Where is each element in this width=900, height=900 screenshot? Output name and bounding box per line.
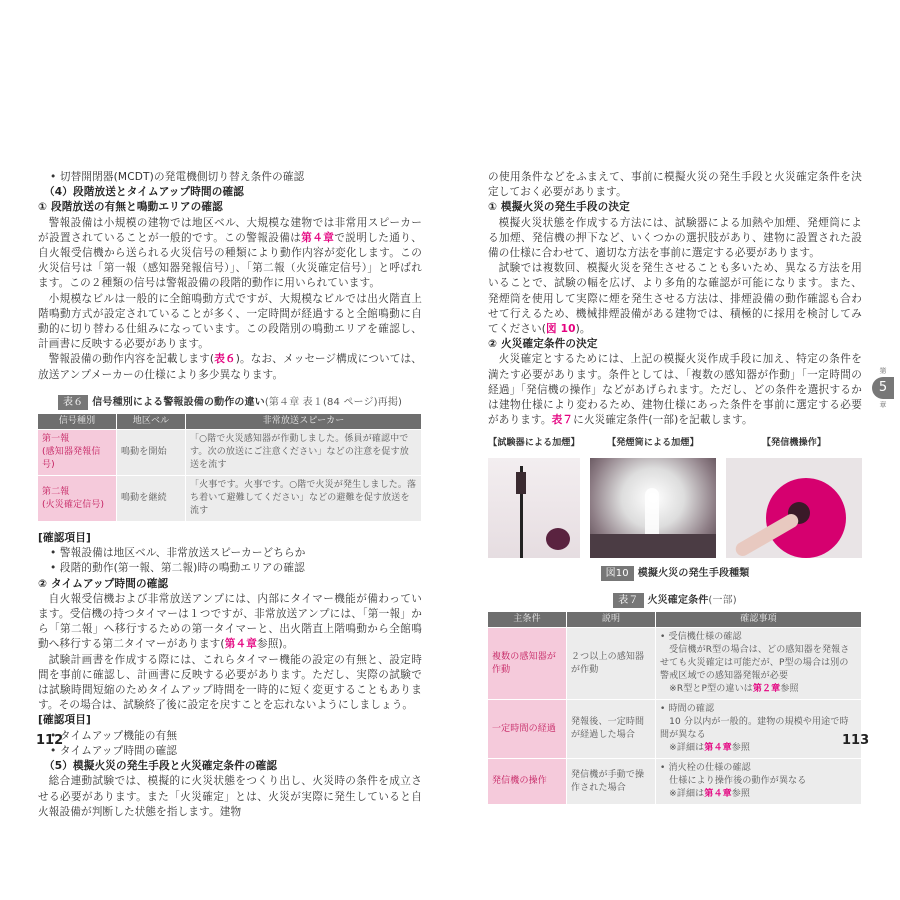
chapter-ref-link[interactable]: 第４章: [704, 743, 732, 754]
table-ref-link[interactable]: 表７: [551, 414, 574, 427]
figure10: [488, 436, 862, 557]
chapter-ref-link[interactable]: 第４章: [704, 789, 732, 800]
figure-panel: 【発煙筒による加煙】: [590, 436, 716, 557]
left-page: [38, 170, 422, 820]
subsection-heading: ① 段階放送の有無と鳴動エリアの確認: [38, 201, 223, 214]
section-heading: （4）段階放送とタイムアップ時間の確認: [44, 186, 244, 199]
table-row: 第二報 (火災確定信号) 鳴動を継続 「火事です。火事です。○階で火災が発生しました。落ち着いて避難してください」などの避難を促す放送を流す: [38, 476, 422, 522]
paragraph: 模擬火災状態を作成する方法には、試験器による加熱や加煙、発煙筒による加煙、発信機の押下など、いくつかの選択肢があり、建物に設置された設備の仕様に合わせて、適切な方法を事前に選定する必要があります。: [488, 216, 862, 260]
paragraph: 小規模なビルは一般的に全館鳴動方式ですが、大規模なビルでは出火階直上階鳴動方式が設定されていることが多く、一定時間が経過すると全館鳴動に自動的に切り替わる仕組みになっています。この段階別の鳴動エリアを確認し、計画書に反映する必要があります。: [38, 292, 422, 351]
figure-panel: 【発信機操作】: [726, 436, 862, 557]
paragraph: 総合連動試験では、模擬的に火災状態をつくり出し、火災時の条件を成立させる必要があります。また「火災確定」とは、火災が実際に発生していると自火報設備が判断した状態を指します。建物: [38, 775, 422, 818]
chapter-ref-link[interactable]: 第４章: [224, 638, 257, 651]
paragraph: 警報設備は小規模の建物では地区ベル、大規模な建物では非常用スピーカーが設置されていることが一般的です。この警報設備は第４章で説明した通り、自火報受信機から送られる火災信号の種類により動作内容が変化します。この火災信号は「第一報（感知器発報信号）」、「第二報（火災確定信号）」と呼ばれます。この２種類の信号は警報設備の段階的動作に用いられています。: [38, 216, 423, 290]
photo-alarm-button: [726, 458, 862, 558]
bullet-item: • 切替開閉器(MCDT)の発電機側切り替え条件の確認: [50, 171, 305, 183]
chapter-ref-link[interactable]: 第２章: [752, 684, 781, 695]
table-ref-link[interactable]: 表６: [214, 353, 236, 366]
table-row: 複数の感知器が作動 ２つ以上の感知器が作動 • 受信機仕様の確認 受信機がR型の場合は、どの感知器を発報させても火災確定は可能だが、P型の場合は別の警戒区域での感知器発報が必要 ※R型とP型の違いは第２章参照: [488, 628, 862, 700]
paragraph: 火災確定とするためには、上記の模擬火災作成手段に加え、特定の条件を満たす必要があります。条件としては、「複数の感知器が作動」「一定時間の経過」「発信機の操作」などがあげられます。ただし、どの条件を選択するかは建物仕様により変わるため、建物仕様にあった条件を事前に選定する必要があります。表７に火災確定条件(一部)を記載します。: [488, 353, 862, 427]
chapter-ref-link[interactable]: 第４章: [301, 231, 335, 244]
page-number: 112: [36, 733, 64, 748]
right-page: [488, 170, 862, 804]
figure-panel: 【試験器による加煙】: [488, 436, 580, 557]
table-row: 一定時間の経過 発報後、一定時間が経過した場合 • 時間の確認 10 分以内が一般的。建物の規模や用途で時間が異なる ※詳細は第４章参照: [488, 700, 862, 759]
subsection-heading: ② タイムアップ時間の確認: [38, 577, 169, 590]
paragraph: の使用条件などをふまえて、事前に模擬火災の発生手段と火災確定条件を決定しておく必要があります。: [488, 171, 862, 199]
page-number: 113: [842, 733, 870, 748]
subsection-heading: ① 模擬火災の発生手段の決定: [488, 201, 630, 214]
figure10-caption: 図10 模擬火災の発生手段種類: [488, 566, 862, 581]
photo-tester: [488, 458, 580, 558]
paragraph: 試験計画書を作成する際には、これらタイマー機能の設定の有無と、設定時間を事前に確認し、計画書に反映する必要があります。ただし、実際の試験では試験時間短縮のためタイムアップ時間を一時的に短く変更することもあります。その場合は、試験終了後に設定を戻すことを忘れないようにしましょう。: [38, 653, 422, 712]
photo-smoke: [590, 458, 716, 558]
table7-caption: 表７ 火災確定条件(一部): [488, 593, 862, 608]
section-heading: （5）模擬火災の発生手段と火災確定条件の確認: [44, 760, 278, 773]
table6-caption: 表６ 信号種別による警報設備の動作の違い(第４章 表１(84 ページ)再掲): [38, 395, 422, 410]
table-row: 発信機の操作 発信機が手動で操作された場合 • 消火栓の仕様の確認 仕様により操作後の動作が異なる ※詳細は第４章参照: [488, 759, 862, 805]
table-row: 第一報 (感知器発報信号) 鳴動を開始 「○階で火災感知器が作動しました。係員が確認中です。次の放送にご注意ください」などの注意を促す放送を流す: [38, 430, 422, 476]
table6: 信号種別 地区ベル 非常放送スピーカー 第一報 (感知器発報信号) 鳴動を開始 「○階で火災感知器が作動しました。係員が確認中です。次の放送にご注意ください」などの注意を促す放送を流す 第二報 (火災確定信号) 鳴動を継続 「火事です。火事です。○階で火災が発生しました。落ち着いて避難してください」などの避難を促す放送を流す: [38, 414, 422, 521]
check-heading: [確認項目]: [38, 532, 91, 545]
bullet-item: • タイムアップ機能の有無: [50, 729, 178, 742]
paragraph: 自火報受信機および非常放送アンプには、内部にタイマー機能が備わっています。受信機の持つタイマーは１つですが、非常放送アンプには、「第一報」から「第二報」へ移行するための第一タイマーと、出火階直上階鳴動から全館鳴動へ移行する第二タイマーがあります(第４章参照)。: [38, 592, 422, 651]
bullet-item: • 段階的動作(第一報、第二報)時の鳴動エリアの確認: [50, 562, 305, 575]
bullet-item: • タイムアップ時間の確認: [50, 744, 178, 757]
chapter-tab: 第 5 章: [872, 366, 894, 410]
table7: 主条件 説明 確認事項 複数の感知器が作動 ２つ以上の感知器が作動 • 受信機仕様の確認 受信機がR型の場合は、どの感知器を発報させても火災確定は可能だが、P型の場合は別の警戒区域での感知器発報が必要 ※R型とP型の違いは第２章参照 一定時間の経過 発報後、一定時間が経過した場合 • 時間の確認 10 分以内が一般的。建物の規模や用途で時間が異なる ※詳細は第４章参照 発信機の操作 発信機が手動で操作された場合 • 消火栓の仕様の確認 仕様により操作後の動作が異なる ※詳細は第４章参照: [488, 612, 862, 804]
figure-ref-link[interactable]: 図 10: [546, 323, 576, 336]
paragraph: 警報設備の動作内容を記載します(表６)。なお、メッセージ構成については、放送アンプメーカーの仕様により多少異なります。: [38, 353, 422, 381]
subsection-heading: ② 火災確定条件の決定: [488, 338, 598, 351]
check-heading: [確認項目]: [38, 714, 91, 727]
bullet-item: • 警報設備は地区ベル、非常放送スピーカーどちらか: [50, 547, 306, 560]
paragraph: 試験では複数回、模擬火災を発生させることも多いため、異なる方法を用いることで、試験の幅を広げ、より多角的な確認が可能になります。また、発煙筒を使用して実際に煙を発生させる方法は、排煙設備の動作確認も合わせて行えるため、機械排煙設備がある建物では、積極的に採用を検討してみてください(図 10)。: [488, 262, 862, 336]
